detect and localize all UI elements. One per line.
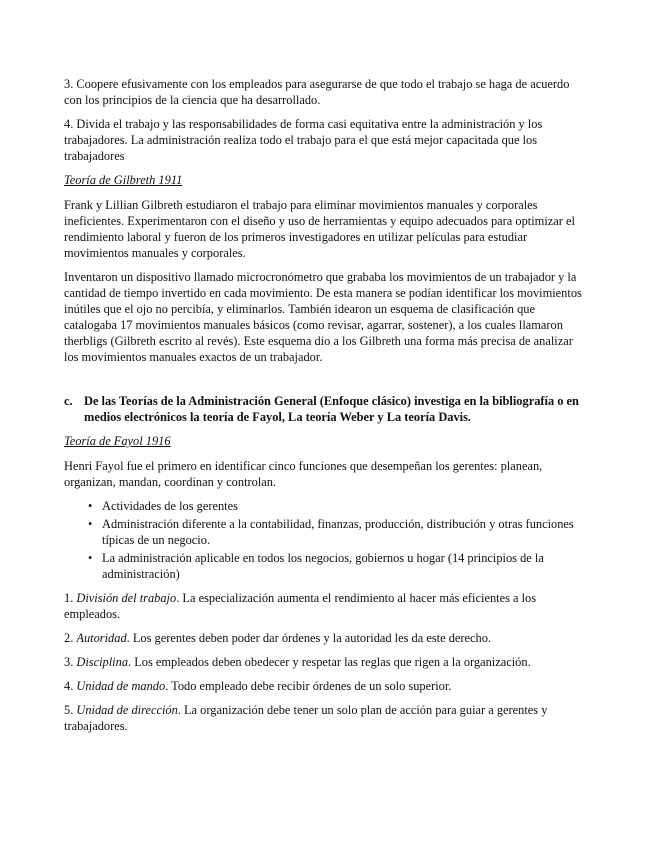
section-c-heading [64,393,584,425]
bullet-icon: • [88,551,93,565]
principle-description: . Los empleados deben obedecer y respetar las reglas que rigen a la organización. [128,655,531,669]
principle-term: Disciplina [76,655,129,669]
principle-number: 2. [64,631,77,645]
fayol-bullet-list [64,498,584,582]
principle-term: Autoridad [76,631,127,645]
principle-term: División del trabajo [76,591,177,605]
principle-number: 5. [64,703,77,717]
page-content [64,76,584,742]
section-c-letter: c. [64,394,73,408]
principle-term: Unidad de dirección [76,703,178,717]
fayol-principle-4 [64,678,584,694]
fayol-principle-2 [64,630,584,646]
principle-number: 3. [64,655,77,669]
bullet-icon: • [88,499,93,513]
list-item [64,498,584,514]
list-item-text: Administración diferente a la contabilidad, finanzas, producción, distribución y otras funciones típicas de un negocio. [102,517,574,547]
principle-description: . La organización debe tener un solo plan de acción para guiar a gerentes y trabajadores. [64,703,548,733]
list-item [64,516,584,548]
gilbreth-heading: Teoría de Gilbreth 1911 [64,173,183,187]
taylor-principle-3: 3. Coopere efusivamente con los empleados para asegurarse de que todo el trabajo se haga de acuerdo con los principios de la ciencia que ha desarrollado. [64,77,570,107]
principle-number: 4. [64,679,77,693]
fayol-paragraph-1: Henri Fayol fue el primero en identificar cinco funciones que desempeñan los gerentes: planean, organizan, mandan, coordinan y controlan. [64,459,543,489]
bullet-icon: • [88,517,93,531]
gilbreth-paragraph-2: Inventaron un dispositivo llamado microcronómetro que grababa los movimientos de un trabajador y la cantidad de tiempo invertido en cada movimiento. De esta manera se podían identificar los movimientos inútiles que el ojo no percibía, y eliminarlos. También idearon un esquema de clasificación que catalogaba 17 movimientos manuales básicos (como revisar, agarrar, sostener), a los cuales llamaron therbligs (Gilbreth escrito al revés). Este esquema dio a los Gilbreth una forma más precisa de analizar los movimientos manuales exactos de un trabajador. [64,270,582,364]
taylor-principle-4: 4. Divida el trabajo y las responsabilidades de forma casi equitativa entre la administración y los trabajadores. La administración realiza todo el trabajo para el que está mejor capacitada que los trabajadores [64,117,543,163]
list-item [64,550,584,582]
fayol-principle-3 [64,654,584,670]
list-item-text: La administración aplicable en todos los negocios, gobiernos u hogar (14 principios de la administración) [102,551,544,581]
principle-description: . Todo empleado debe recibir órdenes de un solo superior. [165,679,452,693]
fayol-principle-1 [64,590,584,622]
principle-description: . La especialización aumenta el rendimiento al hacer más eficientes a los empleados. [64,591,537,621]
fayol-heading: Teoría de Fayol 1916 [64,434,171,448]
principle-description: . Los gerentes deben poder dar órdenes y la autoridad les da este derecho. [126,631,492,645]
section-c-text: De las Teorías de la Administración General (Enfoque clásico) investiga en la bibliografía o en medios electrónicos la teoría de Fayol, La teoría Weber y La teoría Davis. [84,394,579,424]
principle-term: Unidad de mando [76,679,166,693]
gilbreth-paragraph-1: Frank y Lillian Gilbreth estudiaron el trabajo para eliminar movimientos manuales y corporales ineficientes. Experimentaron con el diseño y uso de herramientas y equipo adecuados para optimizar el rendimiento laboral y fueron de los primeros investigadores en utilizar películas para estudiar movimientos manuales y corporales. [64,198,575,260]
principle-number: 1. [64,591,77,605]
fayol-principle-5 [64,702,584,734]
list-item-text: Actividades de los gerentes [102,499,238,513]
